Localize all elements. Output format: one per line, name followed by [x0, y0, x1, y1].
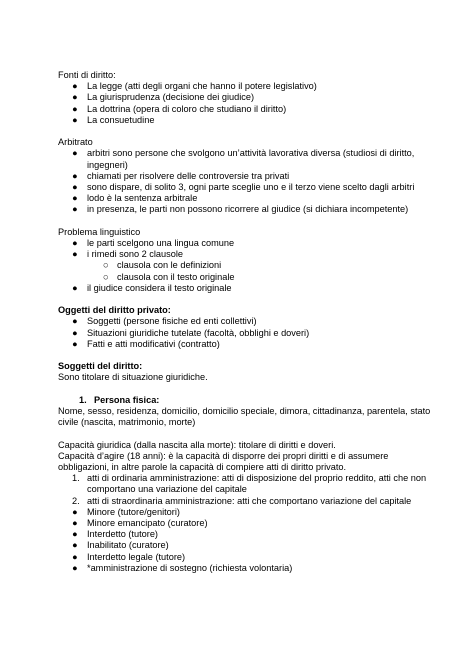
bullet-icon: ●: [72, 518, 78, 529]
list-item: ● chiamati per risolvere delle controversie tra privati: [72, 170, 290, 181]
hollow-bullet-icon: ○: [103, 260, 109, 271]
spacer: [58, 216, 428, 227]
number-marker: 1.: [79, 394, 87, 405]
list-item: ● Interdetto (tutore): [72, 529, 158, 540]
number-marker: 2.: [72, 495, 80, 506]
bullet-icon: ●: [72, 327, 78, 338]
spacer: [58, 384, 428, 395]
spacer: [58, 126, 428, 137]
spacer: [58, 350, 428, 361]
persona-heading: 1. Persona fisica:: [79, 394, 160, 405]
list-item: ● Interdetto legale (tutore): [72, 551, 186, 562]
bullet-icon: ●: [72, 148, 78, 159]
list-item: ● La dottrina (opera di coloro che studiano il diritto): [72, 103, 287, 114]
list-item: ● Minore (tutore/genitori): [72, 506, 180, 517]
list-item: ● La consuetudine: [72, 114, 155, 125]
bullet-icon: ●: [72, 103, 78, 114]
bullet-icon: ●: [72, 551, 78, 562]
soggetti-heading: Soggetti del diritto:: [58, 361, 143, 372]
bullet-icon: ●: [72, 562, 78, 573]
capacita-agire: obbligazioni, in altre parole la capacità di compiere atti di diritto privato.: [58, 462, 347, 473]
capacita-agire: Capacità d’agire (18 anni): è la capacità di disporre dei propri diritti e di assumere: [58, 450, 389, 461]
numbered-item: 2. atti di straordinaria amministrazione: atti che comportano variazione del capitale: [72, 495, 412, 506]
hollow-bullet-icon: ○: [103, 271, 109, 282]
spacer: [58, 428, 428, 439]
list-item: ● Minore emancipato (curatore): [72, 518, 208, 529]
persona-text: Nome, sesso, residenza, domicilio, domicilio speciale, dimora, cittadinanza, parentela, stato: [58, 406, 431, 417]
arbitrato-heading: Arbitrato: [58, 137, 93, 148]
bullet-icon: ●: [72, 316, 78, 327]
list-item: ● Soggetti (persone fisiche ed enti collettivi): [72, 316, 257, 327]
bullet-icon: ●: [72, 540, 78, 551]
spacer: [58, 294, 428, 305]
oggetti-heading: Oggetti del diritto privato:: [58, 305, 171, 316]
list-item: ● La giurisprudenza (decisione dei giudice): [72, 92, 255, 103]
list-item: ● il giudice considera il testo originale: [72, 282, 232, 293]
soggetti-text: Sono titolare di situazione giuridiche.: [58, 372, 208, 383]
list-item: ● sono dispare, di solito 3, ogni parte sceglie uno e il terzo viene scelto dagli arbitri: [72, 182, 415, 193]
sub-list-item: ○ clausola con le definizioni: [103, 260, 222, 271]
bullet-icon: ●: [72, 282, 78, 293]
bullet-icon: ●: [72, 92, 78, 103]
list-item: ● le parti scelgono una lingua comune: [72, 238, 235, 249]
bullet-icon: ●: [72, 529, 78, 540]
list-item: ● lodo è la sentenza arbitrale: [72, 193, 198, 204]
list-item: ● La legge (atti degli organi che hanno il potere legislativo): [72, 81, 317, 92]
problema-heading: Problema linguistico: [58, 226, 141, 237]
capacita-giuridica: Capacità giuridica (dalla nascita alla morte): titolare di diritti e doveri.: [58, 439, 336, 450]
fonti-heading: Fonti di diritto:: [58, 70, 116, 80]
list-item: ● *amministrazione di sostegno (richiesta volontaria): [72, 562, 293, 573]
bullet-icon: ●: [72, 114, 78, 125]
persona-text: civile (nascita, matrimonio, morte): [58, 417, 196, 428]
list-item: ● i rimedi sono 2 clausole: [72, 249, 184, 260]
list-item: ● Inabilitato (curatore): [72, 540, 169, 551]
numbered-item-continuation: comportano una variazione del capitale: [87, 484, 247, 495]
bullet-icon: ●: [72, 238, 78, 249]
bullet-icon: ●: [72, 81, 78, 92]
bullet-icon: ●: [72, 193, 78, 204]
bullet-icon: ●: [72, 204, 78, 215]
document-content: [58, 70, 431, 574]
number-marker: 1.: [72, 473, 80, 484]
bullet-icon: ●: [72, 506, 78, 517]
bullet-icon: ●: [72, 182, 78, 193]
sub-list-item: ○ clausola con il testo originale: [103, 271, 235, 282]
bullet-icon: ●: [72, 338, 78, 349]
list-item: ● Fatti e atti modificativi (contratto): [72, 338, 220, 349]
bullet-icon: ●: [72, 249, 78, 260]
numbered-item: 1. atti di ordinaria amministrazione: atti di disposizione del proprio reddito, atti che non: [72, 473, 427, 484]
list-item: ● arbitri sono persone che svolgono un’attività lavorativa diversa (studiosi di diritto,: [72, 148, 415, 159]
list-item-continuation: ingegneri): [87, 159, 128, 170]
list-item: ● Situazioni giuridiche tutelate (facoltà, obblighi e doveri): [72, 327, 310, 338]
list-item: ● in presenza, le parti non possono ricorrere al giudice (si dichiara incompetente): [72, 204, 409, 215]
bullet-icon: ●: [72, 170, 78, 181]
